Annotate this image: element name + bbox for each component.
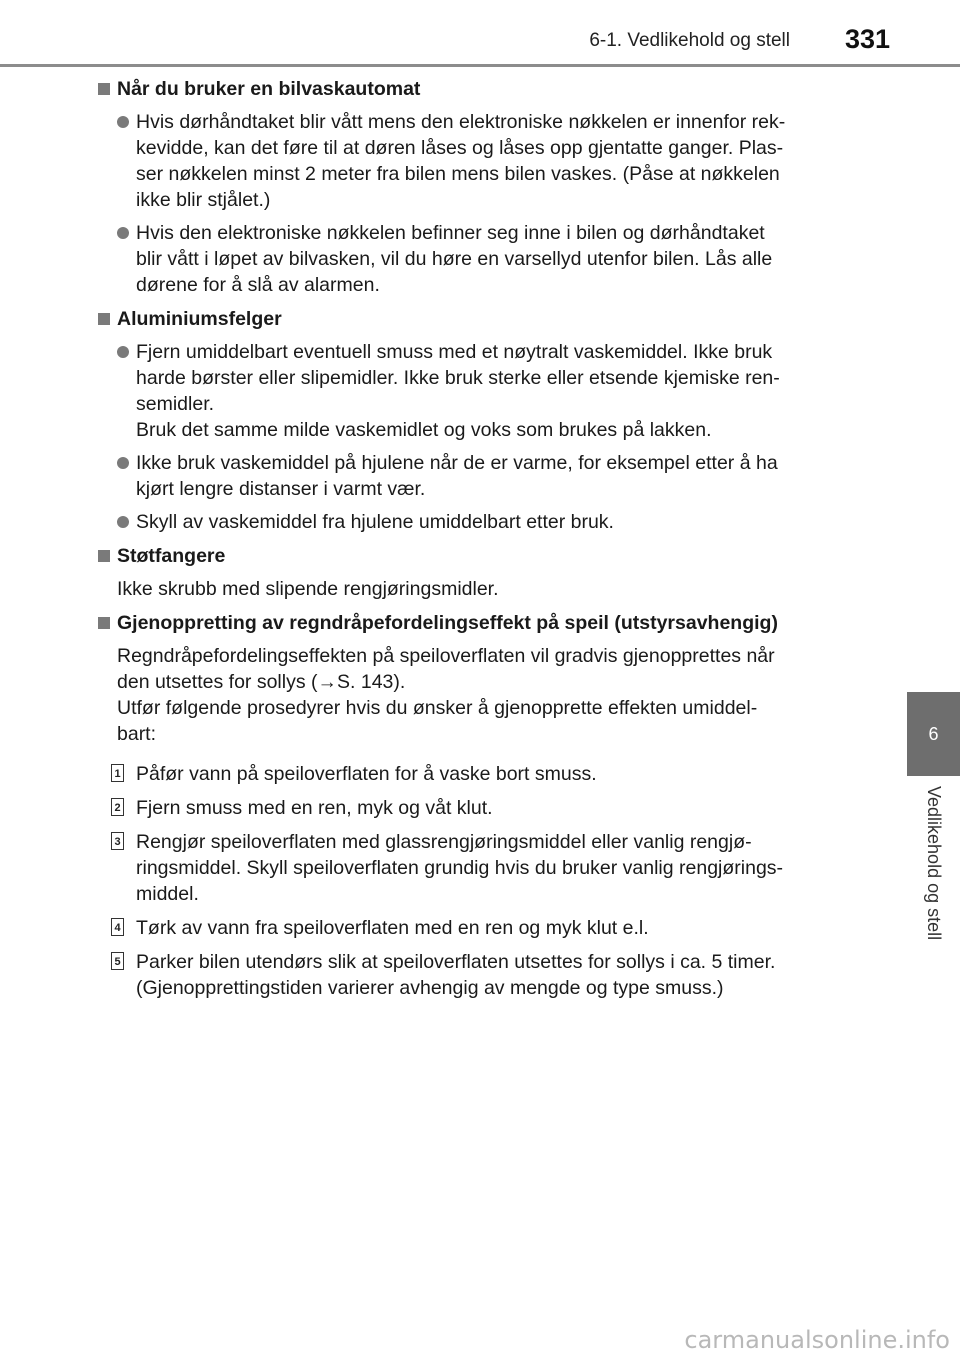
step-item xyxy=(96,829,862,907)
page-content xyxy=(96,76,862,1009)
step-item xyxy=(96,795,862,821)
section-mirror-restore xyxy=(96,610,862,1001)
section-heading-text: Gjenoppretting av regndråpefordelingseffekt på speil (utstyrsavhengig) xyxy=(117,612,778,634)
section-aluminium-rims xyxy=(96,306,862,535)
bullet-line: ser nøkkelen minst 2 meter fra bilen mens bilen vaskes. (Påse at nøkkelen xyxy=(136,163,780,185)
paragraph-line: Regndråpefordelingseffekten på speiloverflaten vil gradvis gjenopprettes når xyxy=(117,645,775,667)
paragraph-line: bart: xyxy=(117,723,157,745)
step-line: (Gjenopprettingstiden varierer avhengig av mengde og type smuss.) xyxy=(136,977,724,999)
dot-bullet-icon xyxy=(117,116,129,128)
section-paragraph xyxy=(96,576,862,602)
step-number: 1 xyxy=(111,764,124,782)
section-car-wash xyxy=(96,76,862,298)
section-heading xyxy=(96,76,862,102)
section-heading-text: Aluminiumsfelger xyxy=(117,308,282,330)
chapter-tab xyxy=(907,692,960,776)
step-item xyxy=(96,949,862,1001)
bullet-line: semidler. xyxy=(136,393,215,415)
bullet-line: blir vått i løpet av bilvasken, vil du høre en varsellyd utenfor bilen. Lås alle xyxy=(136,248,773,270)
bullet-line: Hvis den elektroniske nøkkelen befinner seg inne i bilen og dørhåndtaket xyxy=(136,222,765,244)
bullet-item xyxy=(96,220,862,298)
bullet-line: kjørt lengre distanser i varmt vær. xyxy=(136,478,426,500)
step-line: middel. xyxy=(136,883,199,905)
step-line: Rengjør speiloverflaten med glassrengjøringsmiddel eller vanlig rengjø- xyxy=(136,831,752,853)
bullet-line: Ikke bruk vaskemiddel på hjulene når de er varme, for eksempel etter å ha xyxy=(136,452,778,474)
paragraph-line: Utfør følgende prosedyrer hvis du ønsker å gjenopprette effekten umiddel- xyxy=(117,697,758,719)
step-number: 3 xyxy=(111,832,124,850)
step-item xyxy=(96,915,862,941)
page-number: 331 xyxy=(844,24,890,54)
bullet-item xyxy=(96,509,862,535)
bullet-line: Skyll av vaskemiddel fra hjulene umiddelbart etter bruk. xyxy=(136,511,614,533)
square-bullet-icon xyxy=(98,550,110,562)
square-bullet-icon xyxy=(98,313,110,325)
bullet-line: dørene for å slå av alarmen. xyxy=(136,274,380,296)
bullet-item xyxy=(96,109,862,213)
step-line: Tørk av vann fra speiloverflaten med en ren og myk klut e.l. xyxy=(136,917,649,939)
square-bullet-icon xyxy=(98,617,110,629)
bullet-line: Hvis dørhåndtaket blir vått mens den elektroniske nøkkelen er innenfor rek- xyxy=(136,111,786,133)
bullet-line: Fjern umiddelbart eventuell smuss med et nøytralt vaskemiddel. Ikke bruk xyxy=(136,341,773,363)
chapter-number: 6 xyxy=(928,723,939,744)
step-item xyxy=(96,761,862,787)
dot-bullet-icon xyxy=(117,227,129,239)
watermark: carmanualsonline.info xyxy=(684,1326,950,1354)
section-heading-text: Når du bruker en bilvaskautomat xyxy=(117,78,421,100)
bullet-line: kevidde, kan det føre til at døren låses og låses opp gjentatte ganger. Plas- xyxy=(136,137,784,159)
bullet-item xyxy=(96,339,862,443)
dot-bullet-icon xyxy=(117,516,129,528)
section-heading xyxy=(96,306,862,332)
step-line: Parker bilen utendørs slik at speiloverflaten utsettes for sollys i ca. 5 timer. xyxy=(136,951,776,973)
paragraph-line: den utsettes for sollys (→S. 143). xyxy=(117,671,406,693)
section-bumpers xyxy=(96,543,862,602)
step-line: ringsmiddel. Skyll speiloverflaten grundig hvis du bruker vanlig rengjørings- xyxy=(136,857,784,879)
chapter-label: Vedlikehold og stell xyxy=(924,786,944,941)
chapter-label-container xyxy=(907,776,960,976)
step-number: 2 xyxy=(111,798,124,816)
step-line: Påfør vann på speiloverflaten for å vaske bort smuss. xyxy=(136,763,597,785)
header-divider xyxy=(0,64,960,67)
bullet-item xyxy=(96,450,862,502)
header-section-title: 6-1. Vedlikehold og stell xyxy=(589,30,790,51)
step-line: Fjern smuss med en ren, myk og våt klut. xyxy=(136,797,493,819)
section-heading-text: Støtfangere xyxy=(117,545,226,567)
step-number: 5 xyxy=(111,952,124,970)
section-heading xyxy=(96,610,862,636)
paragraph-line: Ikke skrubb med slipende rengjøringsmidler. xyxy=(117,578,499,600)
bullet-line: ikke blir stjålet.) xyxy=(136,189,271,211)
bullet-line: harde børster eller slipemidler. Ikke bruk sterke eller etsende kjemiske ren- xyxy=(136,367,780,389)
dot-bullet-icon xyxy=(117,457,129,469)
square-bullet-icon xyxy=(98,83,110,95)
step-number: 4 xyxy=(111,918,124,936)
section-heading xyxy=(96,543,862,569)
bullet-line: Bruk det samme milde vaskemidlet og voks som brukes på lakken. xyxy=(136,419,712,441)
section-paragraph xyxy=(96,643,862,747)
dot-bullet-icon xyxy=(117,346,129,358)
